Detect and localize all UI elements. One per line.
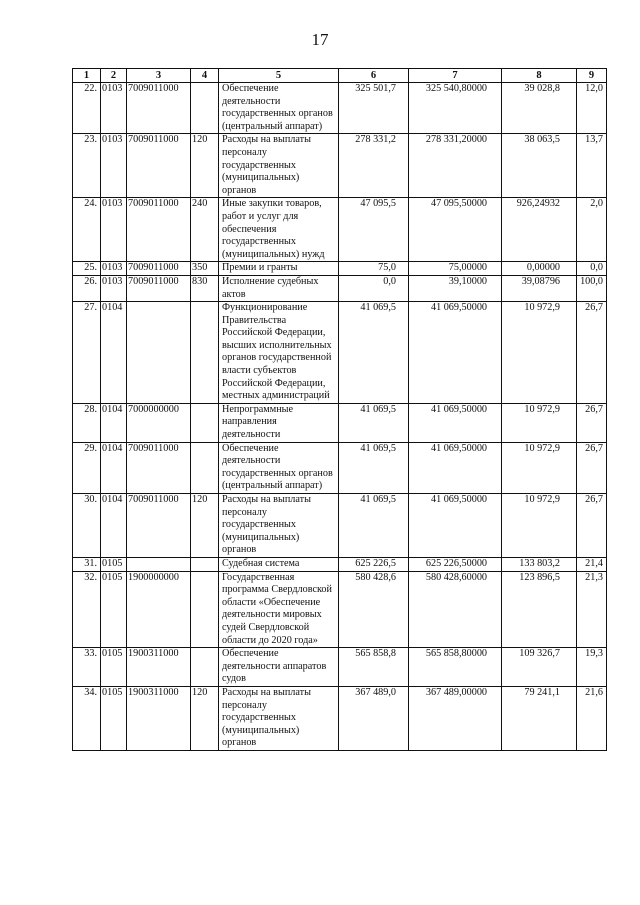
section-code-cell: 0103 (101, 198, 127, 262)
value-cell: 367 489,00000 (409, 686, 502, 750)
budget-table (72, 68, 607, 751)
value-cell: 39,08796 (502, 275, 577, 301)
value-cell: 41 069,5 (339, 442, 409, 493)
value-cell: 41 069,5 (339, 494, 409, 558)
expense-type-code-cell (191, 302, 219, 404)
value-cell: 367 489,0 (339, 686, 409, 750)
target-article-code-cell: 7009011000 (127, 262, 191, 276)
value-cell: 325 501,7 (339, 83, 409, 134)
target-article-code-cell: 7009011000 (127, 83, 191, 134)
value-cell: 79 241,1 (502, 686, 577, 750)
value-cell: 625 226,50000 (409, 557, 502, 571)
value-cell: 625 226,5 (339, 557, 409, 571)
value-cell: 39 028,8 (502, 83, 577, 134)
expense-type-code-cell (191, 83, 219, 134)
value-cell: 41 069,5 (339, 302, 409, 404)
percent-cell: 2,0 (577, 198, 607, 262)
value-cell: 580 428,6 (339, 571, 409, 648)
target-article-code-cell: 7009011000 (127, 275, 191, 301)
percent-cell: 21,3 (577, 571, 607, 648)
item-name-cell: Расходы на выплаты персоналу государственных (муниципальных) органов (219, 134, 339, 198)
table-row (73, 302, 607, 404)
expense-type-code-cell: 120 (191, 494, 219, 558)
column-header: 7 (409, 69, 502, 83)
table-row (73, 494, 607, 558)
target-article-code-cell: 7009011000 (127, 442, 191, 493)
value-cell: 47 095,5 (339, 198, 409, 262)
target-article-code-cell: 1900311000 (127, 648, 191, 687)
section-code-cell: 0103 (101, 262, 127, 276)
row-number-cell: 26. (73, 275, 101, 301)
item-name-cell: Исполнение судебных актов (219, 275, 339, 301)
row-number-cell: 31. (73, 557, 101, 571)
target-article-code-cell: 7009011000 (127, 198, 191, 262)
value-cell: 75,0 (339, 262, 409, 276)
value-cell: 325 540,80000 (409, 83, 502, 134)
table-row (73, 557, 607, 571)
expense-type-code-cell (191, 403, 219, 442)
value-cell: 0,00000 (502, 262, 577, 276)
section-code-cell: 0104 (101, 442, 127, 493)
expense-type-code-cell (191, 442, 219, 493)
value-cell: 10 972,9 (502, 494, 577, 558)
item-name-cell: Расходы на выплаты персоналу государственных (муниципальных) органов (219, 494, 339, 558)
percent-cell: 26,7 (577, 442, 607, 493)
table-row (73, 275, 607, 301)
value-cell: 38 063,5 (502, 134, 577, 198)
table-row (73, 262, 607, 276)
item-name-cell: Непрограммные направления деятельности (219, 403, 339, 442)
value-cell: 565 858,80000 (409, 648, 502, 687)
expense-type-code-cell: 240 (191, 198, 219, 262)
item-name-cell: Государственная программа Свердловской области «Обеспечение деятельности мировых судей Свердловской области до 2020 года» (219, 571, 339, 648)
item-name-cell: Расходы на выплаты персоналу государственных (муниципальных) органов (219, 686, 339, 750)
expense-type-code-cell: 830 (191, 275, 219, 301)
value-cell: 41 069,50000 (409, 302, 502, 404)
target-article-code-cell: 7000000000 (127, 403, 191, 442)
row-number-cell: 34. (73, 686, 101, 750)
column-header: 6 (339, 69, 409, 83)
value-cell: 75,00000 (409, 262, 502, 276)
section-code-cell: 0104 (101, 494, 127, 558)
expense-type-code-cell: 350 (191, 262, 219, 276)
percent-cell: 12,0 (577, 83, 607, 134)
expense-type-code-cell (191, 571, 219, 648)
value-cell: 10 972,9 (502, 302, 577, 404)
section-code-cell: 0104 (101, 403, 127, 442)
row-number-cell: 29. (73, 442, 101, 493)
page-number: 17 (311, 30, 329, 49)
percent-cell: 26,7 (577, 494, 607, 558)
target-article-code-cell: 1900311000 (127, 686, 191, 750)
value-cell: 580 428,60000 (409, 571, 502, 648)
expense-type-code-cell (191, 648, 219, 687)
table-row (73, 403, 607, 442)
section-code-cell: 0104 (101, 302, 127, 404)
row-number-cell: 25. (73, 262, 101, 276)
target-article-code-cell: 7009011000 (127, 134, 191, 198)
table-row (73, 198, 607, 262)
row-number-cell: 23. (73, 134, 101, 198)
value-cell: 133 803,2 (502, 557, 577, 571)
row-number-cell: 27. (73, 302, 101, 404)
table-row (73, 442, 607, 493)
item-name-cell: Обеспечение деятельности аппаратов судов (219, 648, 339, 687)
value-cell: 109 326,7 (502, 648, 577, 687)
target-article-code-cell: 7009011000 (127, 494, 191, 558)
expense-type-code-cell: 120 (191, 134, 219, 198)
value-cell: 41 069,5 (339, 403, 409, 442)
percent-cell: 26,7 (577, 302, 607, 404)
percent-cell: 21,6 (577, 686, 607, 750)
item-name-cell: Судебная система (219, 557, 339, 571)
percent-cell: 19,3 (577, 648, 607, 687)
value-cell: 278 331,20000 (409, 134, 502, 198)
value-cell: 39,10000 (409, 275, 502, 301)
row-number-cell: 32. (73, 571, 101, 648)
column-header: 9 (577, 69, 607, 83)
table-row (73, 134, 607, 198)
percent-cell: 21,4 (577, 557, 607, 571)
row-number-cell: 33. (73, 648, 101, 687)
item-name-cell: Обеспечение деятельности государственных органов (центральный аппарат) (219, 83, 339, 134)
column-header: 5 (219, 69, 339, 83)
item-name-cell: Обеспечение деятельности государственных органов (центральный аппарат) (219, 442, 339, 493)
expense-type-code-cell: 120 (191, 686, 219, 750)
row-number-cell: 30. (73, 494, 101, 558)
value-cell: 926,24932 (502, 198, 577, 262)
row-number-cell: 22. (73, 83, 101, 134)
value-cell: 41 069,50000 (409, 403, 502, 442)
item-name-cell: Премии и гранты (219, 262, 339, 276)
percent-cell: 100,0 (577, 275, 607, 301)
item-name-cell: Иные закупки товаров, работ и услуг для обеспечения государственных (муниципальных) нужд (219, 198, 339, 262)
section-code-cell: 0103 (101, 134, 127, 198)
target-article-code-cell (127, 557, 191, 571)
table-row (73, 648, 607, 687)
column-header: 2 (101, 69, 127, 83)
column-header: 8 (502, 69, 577, 83)
section-code-cell: 0105 (101, 686, 127, 750)
section-code-cell: 0105 (101, 557, 127, 571)
row-number-cell: 28. (73, 403, 101, 442)
row-number-cell: 24. (73, 198, 101, 262)
table-row (73, 83, 607, 134)
percent-cell: 13,7 (577, 134, 607, 198)
value-cell: 41 069,50000 (409, 494, 502, 558)
section-code-cell: 0103 (101, 83, 127, 134)
value-cell: 10 972,9 (502, 442, 577, 493)
value-cell: 565 858,8 (339, 648, 409, 687)
target-article-code-cell: 1900000000 (127, 571, 191, 648)
value-cell: 123 896,5 (502, 571, 577, 648)
table-row (73, 571, 607, 648)
value-cell: 0,0 (339, 275, 409, 301)
value-cell: 278 331,2 (339, 134, 409, 198)
section-code-cell: 0103 (101, 275, 127, 301)
table-row (73, 686, 607, 750)
column-header: 4 (191, 69, 219, 83)
target-article-code-cell (127, 302, 191, 404)
column-header: 1 (73, 69, 101, 83)
percent-cell: 0,0 (577, 262, 607, 276)
section-code-cell: 0105 (101, 648, 127, 687)
item-name-cell: Функционирование Правительства Российской Федерации, высших исполнительных органов государственной власти субъектов Российской Федерации, местных администраций (219, 302, 339, 404)
value-cell: 41 069,50000 (409, 442, 502, 493)
section-code-cell: 0105 (101, 571, 127, 648)
header-row (73, 69, 607, 83)
value-cell: 10 972,9 (502, 403, 577, 442)
column-header: 3 (127, 69, 191, 83)
value-cell: 47 095,50000 (409, 198, 502, 262)
expense-type-code-cell (191, 557, 219, 571)
percent-cell: 26,7 (577, 403, 607, 442)
